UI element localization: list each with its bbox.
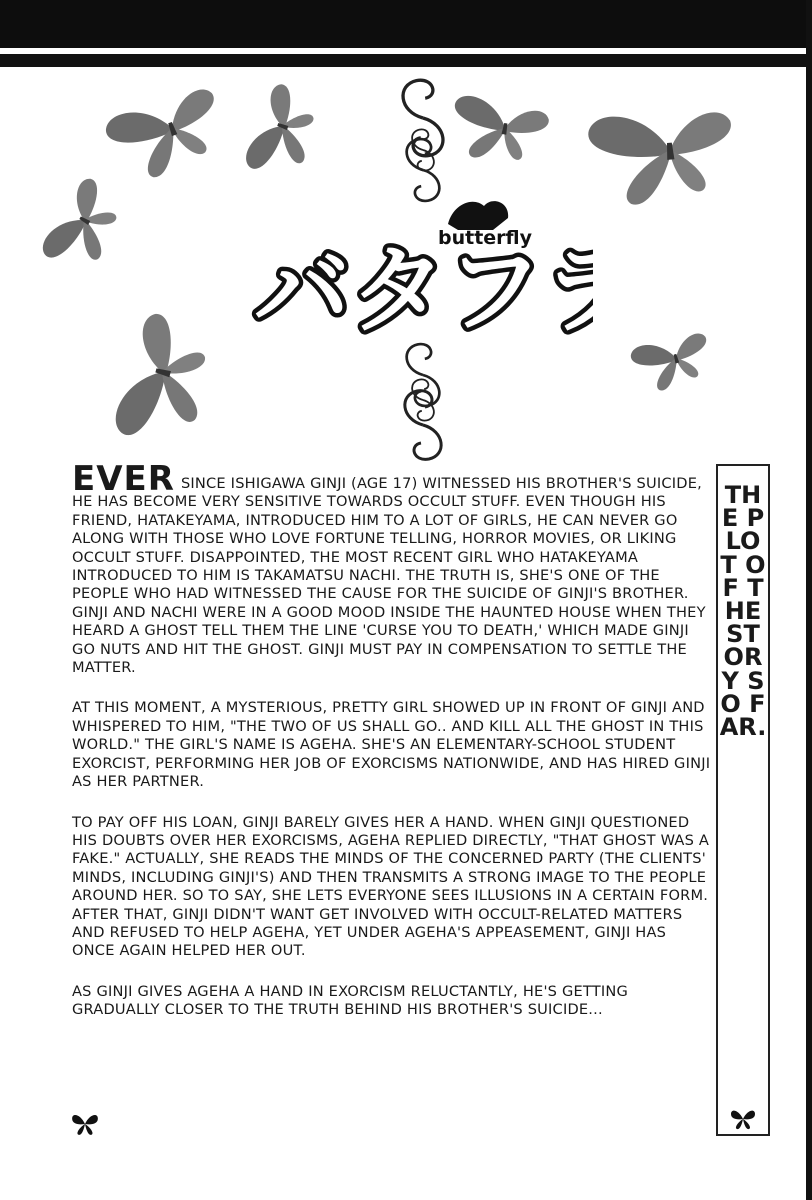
butterfly-icon [38,174,131,279]
sidebar-title: THE PLOT OF THE STORY SO FAR. [719,481,770,742]
butterfly-icon [70,1112,100,1136]
butterfly-icon [729,1108,757,1130]
swirl-flourish-icon [405,344,441,459]
logo-title: バタフラ [254,235,593,346]
story-paragraph: EVER SINCE ISHIGAWA GINJI (AGE 17) WITNESSED HIS BROTHER'S SUICIDE, HE HAS BECOME VERY SENSITIVE TOWARDS OCCULT STUFF. EVEN THOUGH HIS FRIEND, HATAKEYAMA, INTRODUCED HIM TO A LOT OF GIRLS, HE CAN NEVER GO ALONG WITH THOSE WHO LOVE FORTUNE TELLING, HORROR MOVIES, OR LIKING OCCULT STUFF. DISAPPOINTED, THE MOST RECENT GIRL WHO HATAKEYAMA INTRODUCED TO HIM IS TAKAMATSU NACHI. THE TRUTH IS, SHE'S ONE OF THE PEOPLE WHO HAD WITNESSED THE CAUSE FOR THE SUICIDE OF GINJI'S BROTHER. GINJI AND NACHI WERE IN A GOOD MOOD INSIDE THE HAUNTED HOUSE WHEN THEY HEARD A GHOST TELL THEM THE LINE 'CURSE YOU TO DEATH,' WHICH MADE GINJI GO NUTS AND HIT THE GHOST. GINJI MUST PAY IN COMPENSATION TO SETTLE THE MATTER. [72,459,706,677]
story-paragraph: TO PAY OFF HIS LOAN, GINJI BARELY GIVES HER A HAND. WHEN GINJI QUESTIONED HIS DOUBTS OVER HER EXORCISMS, AGEHA REPLIED DIRECTLY, "THAT GHOST WAS A FAKE." ACTUALLY, SHE READS THE MINDS OF THE CONCERNED PARTY (THE CLIENTS' MINDS, INCLUDING GINJI'S) AND THEN TRANSMITS A STRONG IMAGE TO THE PEOPLE AROUND HER. SO TO SAY, SHE LETS EVERYONE SEES ILLUSIONS IN A CERTAIN FORM. AFTER THAT, GINJI DIDN'T WANT GET INVOLVED WITH OCCULT-RELATED MATTERS AND REFUSED TO HELP AGEHA, YET UNDER AGEHA'S APPEASEMENT, GINJI HAS ONCE AGAIN HELPED HER OUT. [72,813,710,960]
butterfly-icon [629,329,716,396]
story-paragraph: AT THIS MOMENT, A MYSTERIOUS, PRETTY GIRL SHOWED UP IN FRONT OF GINJI AND WHISPERED TO HIM, "THE TWO OF US SHALL GO.. AND KILL ALL THE GHOST IN THIS WORLD." THE GIRL'S NAME IS AGEHA. SHE'S AN ELEMENTARY-SCHOOL STUDENT EXORCIST, PERFORMING HER JOB OF EXORCISMS NATIONWIDE, AND HAS HIRED GINJI AS HER PARTNER. [72,699,711,791]
plot-sidebar [716,464,770,1136]
butterfly-icon [587,106,737,208]
swirl-flourish-icon [403,80,443,201]
logo-butterfly-icon [448,201,508,230]
butterfly-icon [102,82,233,187]
title-logo [248,196,593,346]
story-summary [72,459,712,1042]
butterfly-icon [111,310,219,451]
butterfly-icon [242,81,325,184]
lead-word: EVER [72,459,175,499]
butterfly-icon [446,94,550,169]
story-paragraph: AS GINJI GIVES AGEHA A HAND IN EXORCISM RELUCTANTLY, HE'S GETTING GRADUALLY CLOSER TO THE TRUTH BEHIND HIS BROTHER'S SUICIDE... [72,982,628,1019]
logo-subtitle: butterfly [438,227,533,249]
